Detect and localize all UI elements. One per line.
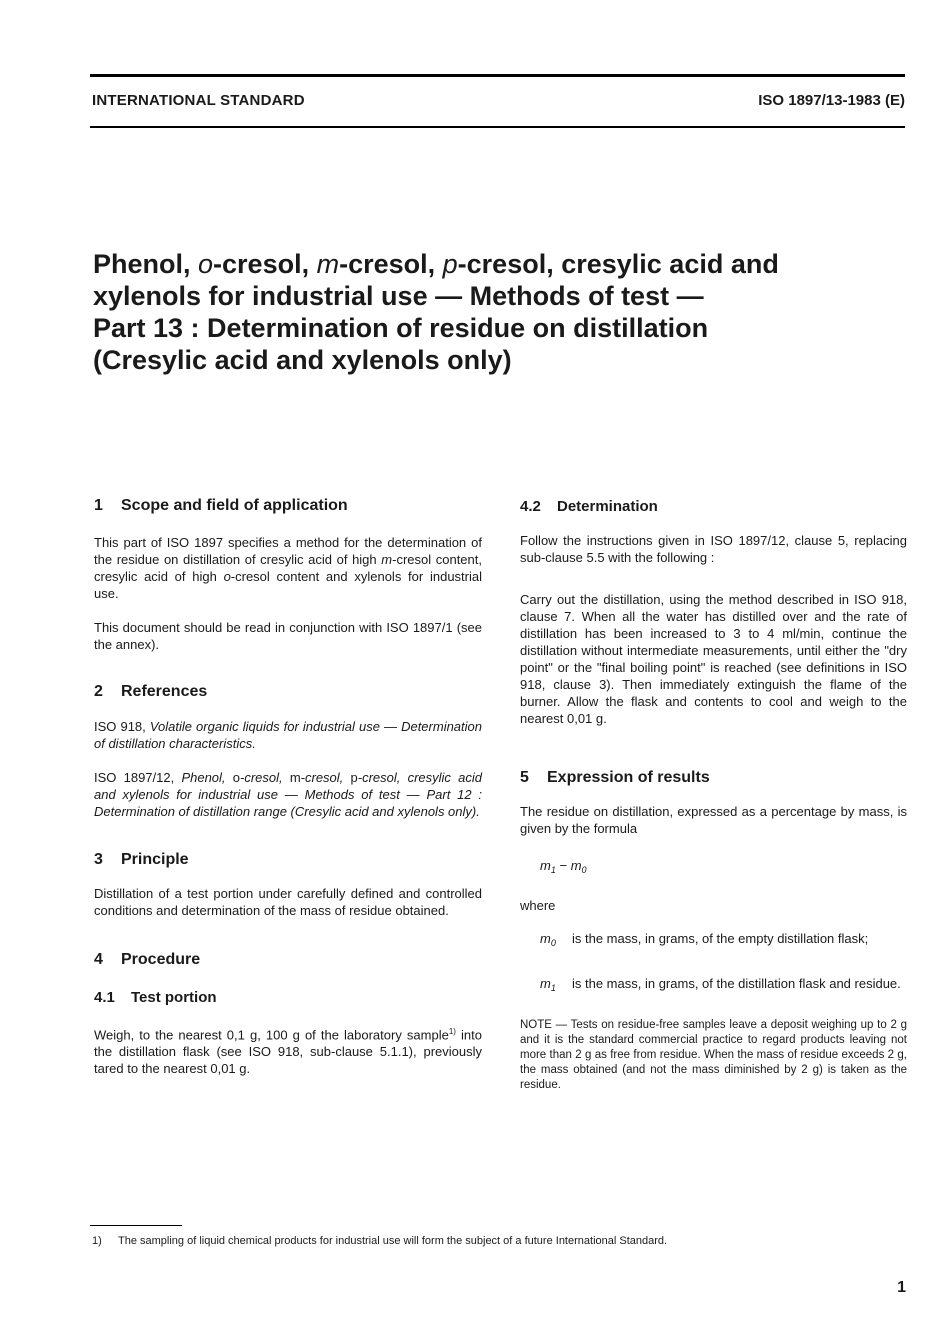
section-1-heading: 1 Scope and field of application [94,497,348,514]
section-5-paragraph: The residue on distillation, expressed as a percentage by mass, is given by the formula [520,804,907,836]
section-1-paragraph-2: This document should be read in conjunction with ISO 1897/1 (see the annex). [94,620,482,652]
left-column [94,495,482,1077]
section-1-paragraph-1: This part of ISO 1897 specifies a method for the determination of the residue on distillation of cresylic acid of high m-cresol content, cresylic acid of high o-cresol content and xylenols for industrial use. [94,535,482,601]
section-3-paragraph: Distillation of a test portion under carefully defined and controlled conditions and determination of the mass of residue obtained. [94,886,482,918]
header-standard-type: INTERNATIONAL STANDARD [92,92,305,109]
formula: $m_1 - m_0$ [540,858,587,875]
header-top-rule [90,74,905,77]
header-bottom-rule [90,126,905,128]
subsection-4-1-heading: 4.1 Test portion [94,989,217,1006]
footnote-reference: 1) [448,1027,456,1036]
subsection-4-2-paragraph-2: Carry out the distillation, using the method described in ISO 918, clause 7. When all the water has distilled over and the rate of distillation has been increased to 3 to 4 ml/min, continue the distillation without intermediate measurements, until either the "dry point" or the "final boiling point" is reached (see definitions in ISO 918, clause 3). Then immediately extinguish the flame of the burner. Allow the flask and contents to cool and weigh to the nearest 0,01 g. [520,592,907,726]
section-5-note: NOTE — Tests on residue-free samples leave a deposit weighing up to 2 g and it is the standard commercial practice to regard products leaving not more than 2 g as free from residue. When the mass of residue exceeds 2 g, the mass obtained (and not the mass diminished by 2 g) is taken as the residue. [520,1019,907,1091]
footnote-rule [90,1225,182,1226]
subsection-4-2-heading: 4.2 Determination [520,498,658,515]
document-title: Phenol, o-cresol, m-cresol, p-cresol, cresylic acid and xylenols for industrial use — Methods of test — Part 13 : Determination of residue on distillation (Cresylic acid and xylenols only) [93,249,779,375]
subsection-4-1-paragraph: Weigh, to the nearest 0,1 g, 100 g of the laboratory sample$^{1)}$ into the distillation flask (see ISO 918, sub-clause 5.1.1), previously tared to the nearest 0,01 g. [94,1027,482,1077]
reference-iso-1897-12: ISO 1897/12, Phenol, o-cresol, m-cresol, p-cresol, cresylic acid and xylenols for industrial use — Methods of test — Part 12 : Determination of distillation range (Cresylic acid and xylenols only). [94,770,482,819]
section-2-heading: 2 References [94,683,208,700]
section-3-heading: 3 Principle [94,851,189,868]
definition-m0: $m_0$ is the mass, in grams, of the empty distillation flask; [540,931,869,948]
section-4-heading: 4 Procedure [94,951,201,968]
page-number: 1 [897,1279,906,1296]
subsection-4-2-paragraph-1: Follow the instructions given in ISO 1897/12, clause 5, replacing sub-clause 5.5 with the following : [520,533,907,565]
where-label: where [520,898,556,913]
section-5-heading: 5 Expression of results [520,769,710,786]
definition-m1: $m_1$ is the mass, in grams, of the distillation flask and residue. [540,976,901,993]
reference-iso-918: ISO 918, Volatile organic liquids for industrial use — Determination of distillation characteristics. [94,719,482,751]
footnote: 1) The sampling of liquid chemical products for industrial use will form the subject of a future International Standard. [92,1235,668,1247]
right-column [520,495,907,1093]
header-standard-number: ISO 1897/13-1983 (E) [758,92,905,109]
